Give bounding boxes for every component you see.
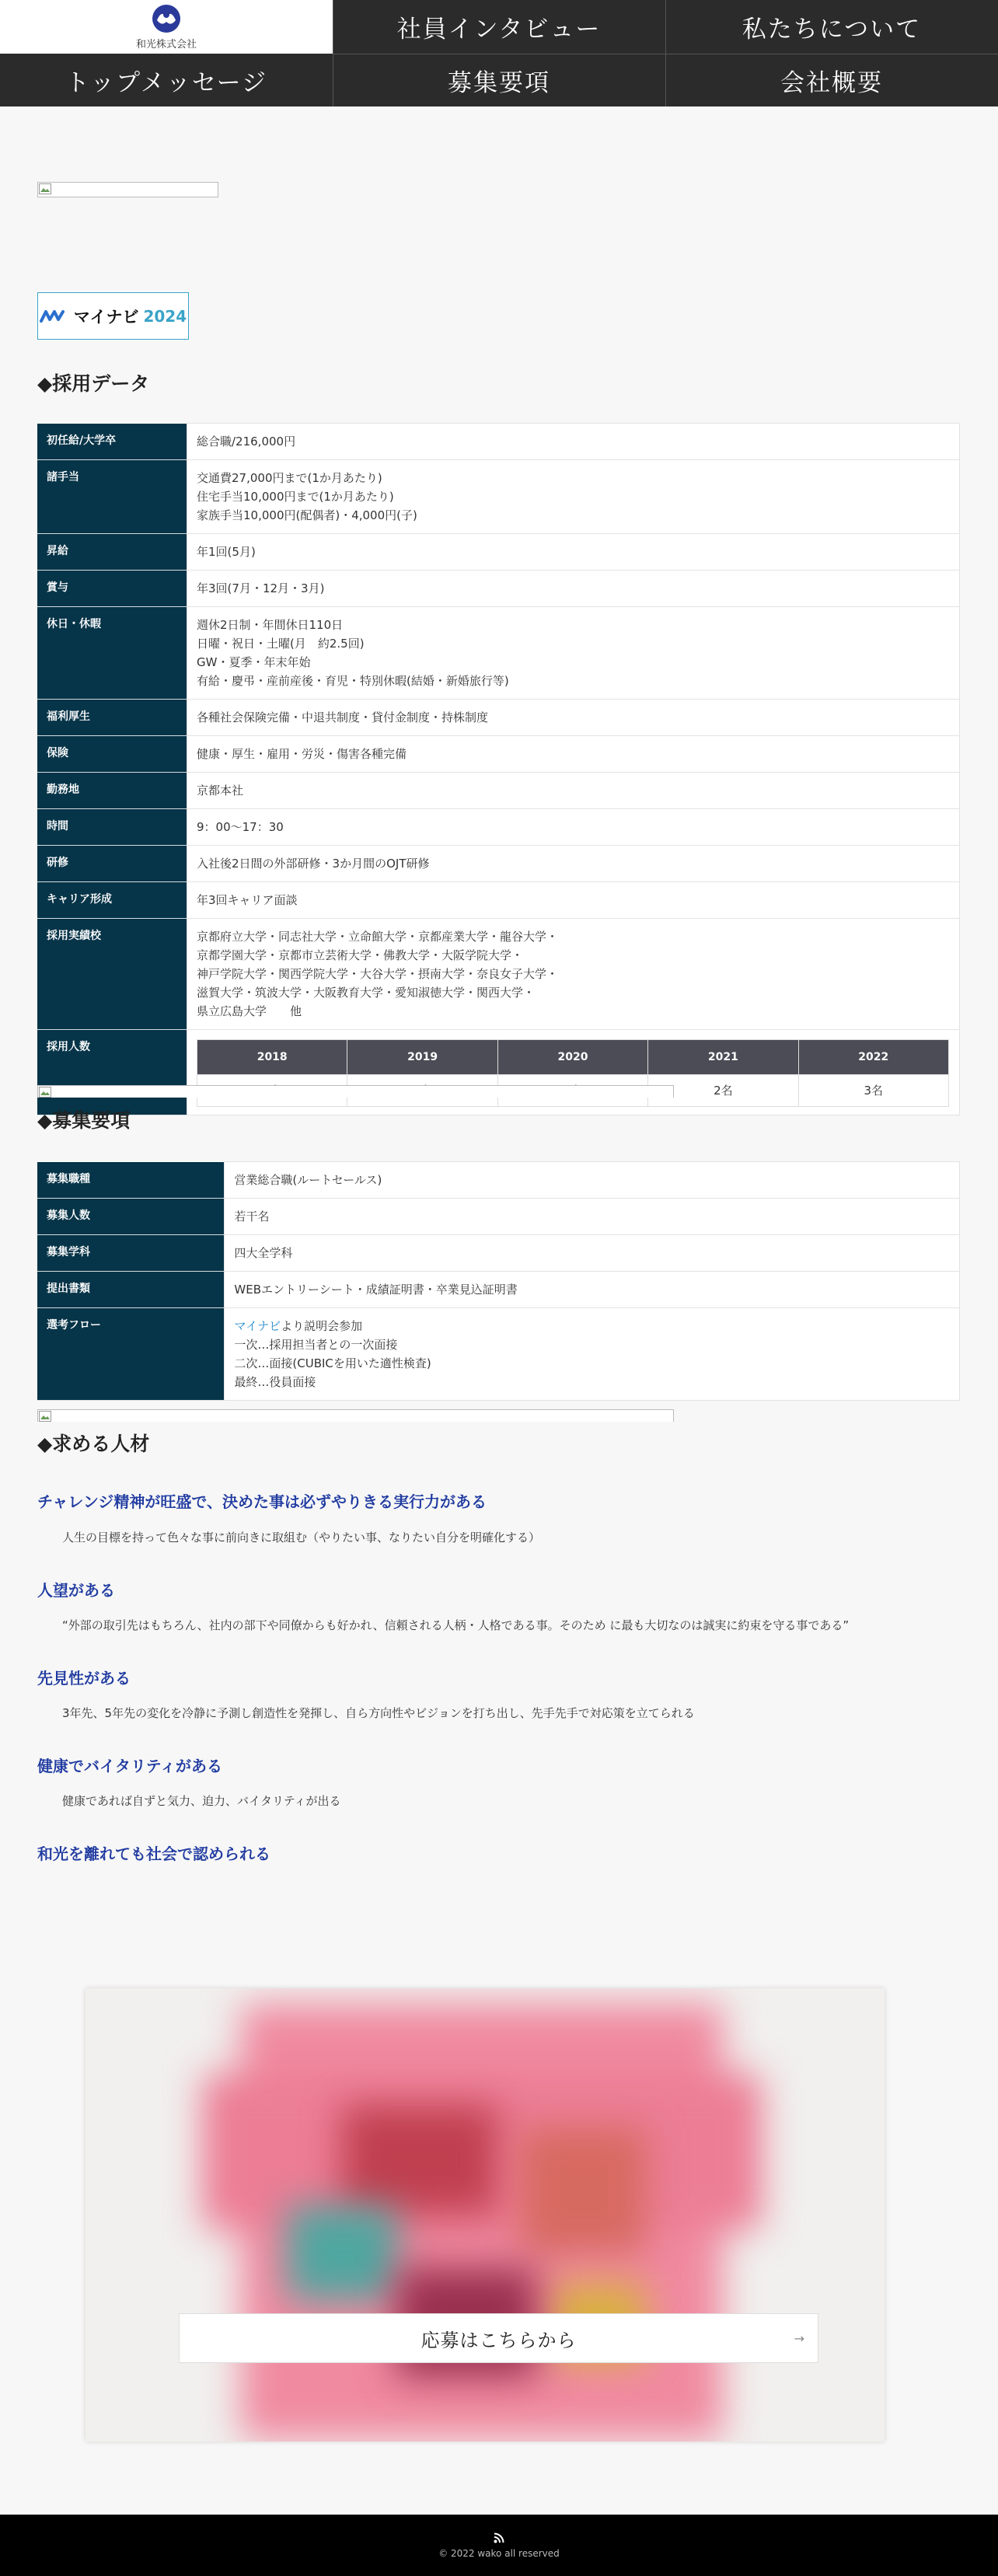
mynavi-logo-icon (40, 309, 69, 324)
row-label: 福利厚生 (37, 700, 187, 736)
row-value (187, 773, 960, 809)
row-label: 時間 (37, 809, 187, 846)
row-value: 営業総合職(ルートセールス) (225, 1162, 960, 1199)
value-line: 9：00〜17：30 (197, 820, 284, 834)
nav-recruit[interactable]: 募集要項 (333, 54, 665, 106)
value-line: GW・夏季・年末年始 (197, 655, 311, 669)
row-value: 四大全学科 (225, 1235, 960, 1272)
apply-label: 応募はこちらから (420, 2329, 577, 2351)
section-title-ideal: ◆求める人材 (37, 1433, 150, 1455)
hero-image (85, 1988, 885, 2442)
hires-year: 2018 (197, 1040, 347, 1075)
table-row (37, 1199, 960, 1235)
value-line: 有給・慶弔・産前産後・育児・特別休暇(結婚・新婚旅行等) (197, 674, 509, 688)
row-label: 休日・休暇 (37, 607, 187, 700)
value-line: 総合職/216,000円 (197, 435, 296, 449)
hires-count: 3名 (798, 1075, 948, 1107)
row-value (187, 919, 960, 1030)
value-line: 住宅手当10,000円まで(1か月あたり) (197, 490, 394, 504)
row-label: 募集職種 (37, 1162, 225, 1199)
mynavi-banner[interactable] (37, 292, 189, 340)
row-label: 初任給/大学卒 (37, 424, 187, 460)
row-value (187, 809, 960, 846)
divider-image (37, 1409, 674, 1422)
hires-count: 2名 (648, 1075, 798, 1107)
row-value (187, 882, 960, 919)
company-name: 和光株式会社 (135, 39, 197, 51)
row-value (187, 700, 960, 736)
table-row (37, 571, 960, 607)
broken-image-icon (39, 183, 51, 194)
value-line: 入社後2日間の外部研修・3か月間のOJT研修 (197, 857, 430, 871)
arrow-right-icon: → (794, 2331, 805, 2346)
ideal-heading: 和光を離れても社会で認められる (37, 1845, 270, 1863)
section-title-recruit-data: ◆採用データ (37, 372, 150, 395)
row-label: 採用実績校 (37, 919, 187, 1030)
hires-year: 2022 (798, 1040, 948, 1075)
value-line: 年3回キャリア面談 (197, 893, 298, 907)
ideal-body: 健康であれば自ずと気力、迫力、バイタリティが出る (62, 1794, 341, 1808)
broken-image-icon (39, 1087, 51, 1098)
row-value (187, 736, 960, 773)
row-label: 諸手当 (37, 460, 187, 534)
ideal-heading: 先見性がある (37, 1669, 131, 1688)
table-row (37, 424, 960, 460)
requirements-table (37, 1161, 960, 1401)
value-line: 京都学園大学・京都市立芸術大学・佛教大学・大阪学院大学・ (197, 948, 524, 962)
nav-about[interactable]: 私たちについて (665, 0, 998, 54)
row-label: 提出書類 (37, 1272, 225, 1308)
value-line: 週休2日制・年間休日110日 (197, 618, 344, 632)
row-label: 募集人数 (37, 1199, 225, 1235)
hires-year-row (197, 1040, 949, 1075)
value-line: 神戸学院大学・関西学院大学・大谷大学・摂南大学・奈良女子大学・ (197, 967, 559, 981)
row-label: 選考フロー (37, 1308, 225, 1401)
nav-top-message[interactable]: トップメッセージ (0, 54, 333, 106)
table-row (37, 1308, 960, 1401)
row-value (187, 607, 960, 700)
table-row (37, 534, 960, 571)
ideal-body: 人生の目標を持って色々な事に前向きに取組む（やりたい事、なりたい自分を明確化する） (62, 1531, 541, 1545)
ideal-heading: 人望がある (37, 1581, 115, 1600)
hires-cell (187, 1030, 960, 1115)
table-row (37, 1235, 960, 1272)
value-line: 日曜・祝日・土曜(月 約2.5回) (197, 637, 365, 651)
table-row (37, 773, 960, 809)
company-logo-icon (151, 3, 182, 34)
divider-image (37, 1085, 674, 1098)
table-row (37, 460, 960, 534)
recruit-data-table (37, 423, 960, 1115)
nav-interview[interactable]: 社員インタビュー (333, 0, 665, 54)
row-label: 昇給 (37, 534, 187, 571)
value-line: 各種社会保険完備・中退共制度・貸付金制度・持株制度 (197, 710, 489, 724)
broken-image-icon (39, 1411, 51, 1422)
table-row (37, 1162, 960, 1199)
hires-year: 2019 (347, 1040, 497, 1075)
table-row (37, 700, 960, 736)
table-row (37, 1272, 960, 1308)
value-line: 京都府立大学・同志社大学・立命館大学・京都産業大学・龍谷大学・ (197, 930, 559, 944)
value-line: 滋賀大学・筑波大学・大阪教育大学・愛知淑徳大学・関西大学・ (197, 986, 536, 1000)
ideal-heading: チャレンジ精神が旺盛で、決めた事は必ずやりきる実行力がある (37, 1492, 487, 1511)
table-row (37, 1030, 960, 1115)
table-row (37, 809, 960, 846)
value-line: 家族手当10,000円(配偶者)・4,000円(子) (197, 508, 417, 522)
row-label: 保険 (37, 736, 187, 773)
ideal-body: “外部の取引先はもちろん、社内の部下や同僚からも好かれ、信頼される人柄・人格である事。そのため に最も大切なのは誠実に約束を守る事である” (62, 1618, 850, 1632)
header-image (37, 182, 218, 197)
value-line: 年3回(7月・12月・3月) (197, 581, 325, 595)
hires-year: 2021 (648, 1040, 798, 1075)
row-value (187, 534, 960, 571)
section-title-requirements: ◆募集要項 (37, 1109, 131, 1132)
row-value (187, 424, 960, 460)
row-label: 採用人数 (37, 1030, 187, 1115)
row-value: 若干名 (225, 1199, 960, 1235)
value-line: 県立広島大学 他 (197, 1004, 302, 1018)
table-row (37, 846, 960, 882)
selection-flow (225, 1308, 960, 1401)
row-label: 募集学科 (37, 1235, 225, 1272)
table-row (37, 919, 960, 1030)
ideal-body: 3年先、5年先の変化を冷静に予測し創造性を発揮し、自ら方向性やビジョンを打ち出し、先手先手で対応策を立てられる (62, 1706, 695, 1720)
row-value (187, 571, 960, 607)
row-label: 勤務地 (37, 773, 187, 809)
footer (0, 2515, 998, 2576)
row-label: 賞与 (37, 571, 187, 607)
table-row (37, 736, 960, 773)
value-line: 健康・厚生・雇用・労災・傷害各種完備 (197, 747, 407, 761)
apply-button[interactable] (179, 2313, 818, 2363)
flow-step: 二次…面接(CUBICを用いた適性検査) (234, 1356, 431, 1370)
row-label: 研修 (37, 846, 187, 882)
value-line: 交通費27,000円まで(1か月あたり) (197, 471, 382, 485)
row-value: WEBエントリーシート・成績証明書・卒業見込証明書 (225, 1272, 960, 1308)
mynavi-name: マイナビ (73, 307, 139, 326)
mynavi-year: 2024 (143, 306, 187, 326)
global-nav (0, 0, 998, 106)
flow-step: 一次…採用担当者との一次面接 (234, 1338, 398, 1352)
row-label: キャリア形成 (37, 882, 187, 919)
ideal-heading: 健康でバイタリティがある (37, 1757, 222, 1775)
mynavi-link[interactable]: マイナビ (234, 1319, 281, 1333)
nav-company[interactable]: 会社概要 (665, 54, 998, 106)
hires-year: 2020 (497, 1040, 647, 1075)
copyright: © 2022 wako all reserved (438, 2547, 560, 2559)
row-value (187, 460, 960, 534)
logo-link[interactable] (0, 0, 333, 54)
value-line: 年1回(5月) (197, 545, 256, 559)
flow-step: 最終…役員面接 (234, 1375, 316, 1389)
table-row (37, 882, 960, 919)
rss-icon[interactable] (494, 2532, 504, 2543)
table-row (37, 607, 960, 700)
flow-first-suffix: より説明会参加 (281, 1319, 363, 1333)
value-line: 京都本社 (197, 784, 244, 798)
row-value (187, 846, 960, 882)
